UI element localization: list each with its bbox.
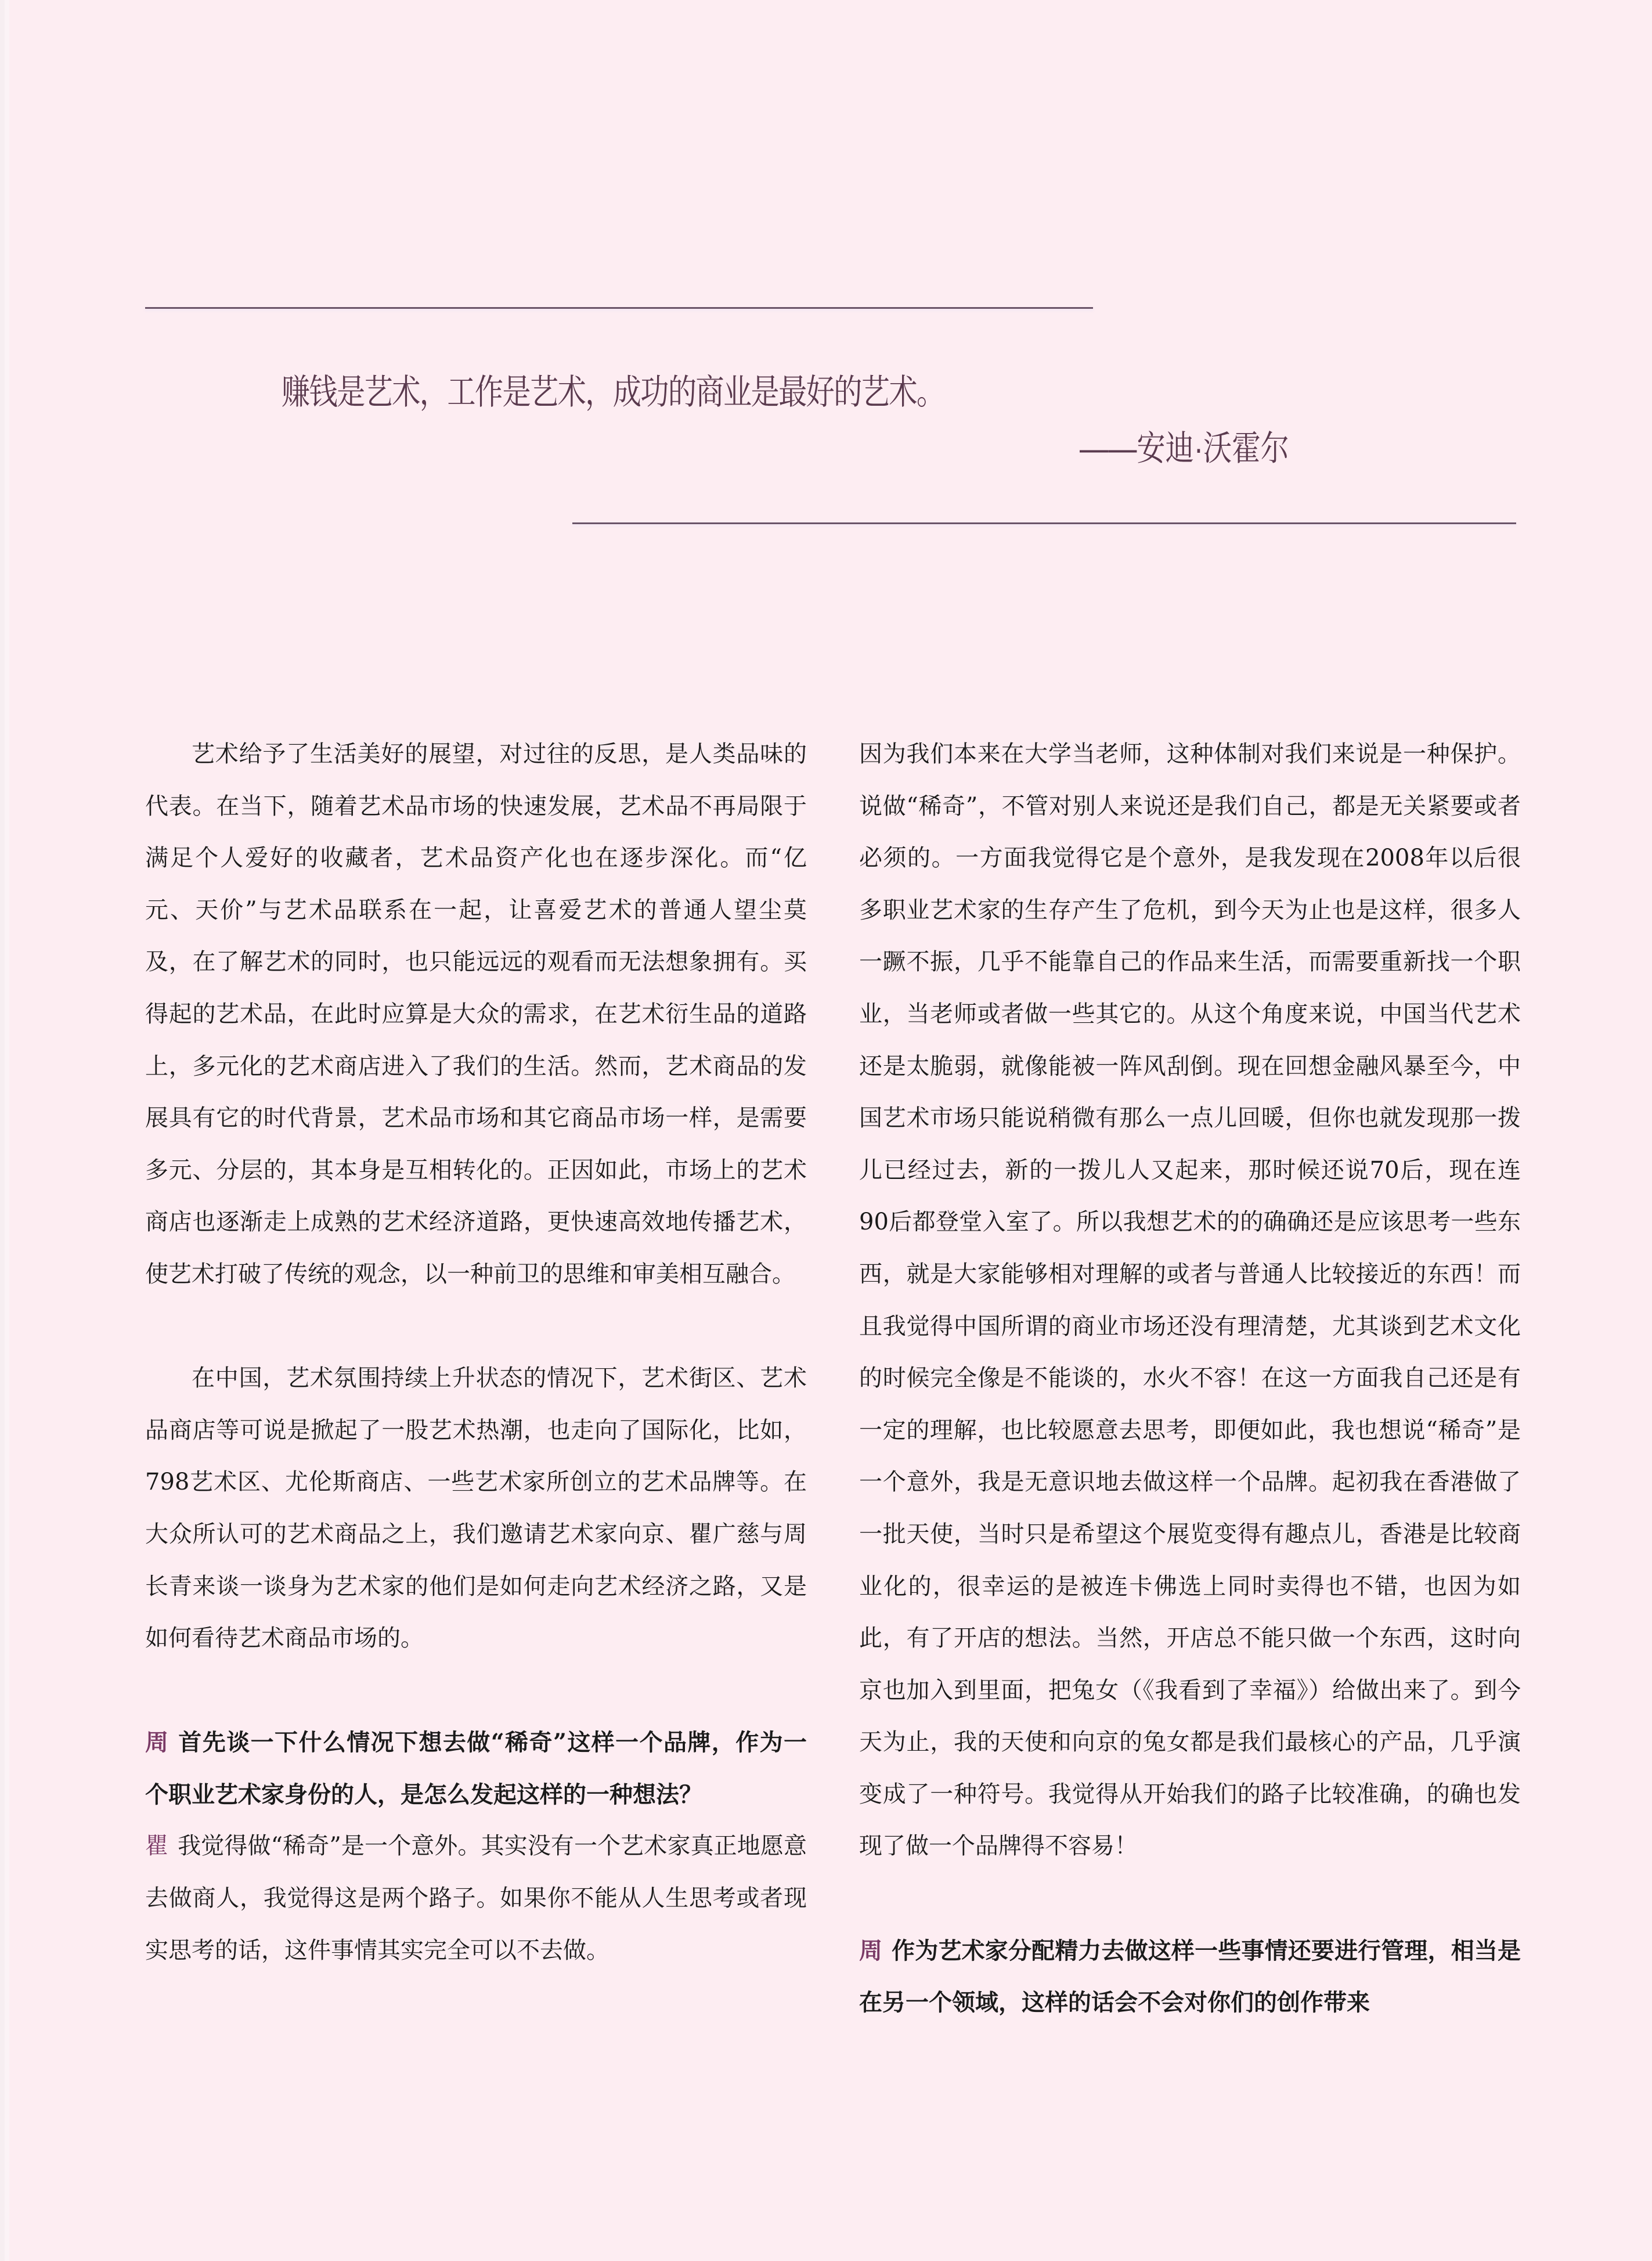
top-divider-rule (145, 307, 1093, 309)
page-edge (0, 0, 9, 2261)
question-text: 作为艺术家分配精力去做这样一些事情还要进行管理，相当是在另一个领域，这样的话会不会对你们的创作带来 (859, 1937, 1521, 2017)
paragraph-spacer (145, 1665, 807, 1717)
paragraph-spacer (145, 1301, 807, 1353)
intro-paragraph-2: 在中国，艺术氛围持续上升状态的情况下，艺术街区、艺术品商店等可说是掀起了一股艺术热潮，也走向了国际化，比如，798艺术区、尤伦斯商店、一些艺术家所创立的艺术品牌等。在大众所认可的艺术商品之上，我们邀请艺术家向京、瞿广慈与周长青来谈一谈身为艺术家的他们是如何走向艺术经济之路，又是如何看待艺术商品市场的。 (145, 1365, 807, 1652)
left-column (145, 729, 807, 1977)
interview-answer-1-continued: 因为我们本来在大学当老师，这种体制对我们来说是一种保护。说做“稀奇”，不管对别人来说还是我们自己，都是无关紧要或者必须的。一方面我觉得它是个意外，是我发现在2008年以后很多职业艺术家的生存产生了危机，到今天为止也是这样，很多人一蹶不振，几乎不能靠自己的作品来生活，而需要重新找一个职业，当老师或者做一些其它的。从这个角度来说，中国当代艺术还是太脆弱，就像能被一阵风刮倒。现在回想金融风暴至今，中国艺术市场只能说稍微有那么一点儿回暖，但你也就发现那一拨儿已经过去，新的一拨儿人又起来，那时候还说70后，现在连90后都登堂入室了。所以我想艺术的的确确还是应该思考一些东西，就是大家能够相对理解的或者与普通人比较接近的东西！而且我觉得中国所谓的商业市场还没有理清楚，尤其谈到艺术文化的时候完全像是不能谈的，水火不容！在这一方面我自己还是有一定的理解，也比较愿意去思考，即便如此，我也想说“稀奇”是一个意外，我是无意识地去做这样一个品牌。起初我在香港做了一批天使，当时只是希望这个展览变得有趣点儿，香港是比较商业化的，很幸运的是被连卡佛选上同时卖得也不错，也因为如此，有了开店的想法。当然，开店总不能只做一个东西，这时向京也加入到里面，把兔女（《我看到了幸福》）给做出来了。到今天为止，我的天使和向京的兔女都是我们最核心的产品，几乎演变成了一种符号。我觉得从开始我们的路子比较准确，的确也发现了做一个品牌得不容易！ (859, 741, 1521, 1860)
speaker-label-zhou: 周 (145, 1729, 169, 1757)
intro-paragraph-1: 艺术给予了生活美好的展望，对过往的反思，是人类品味的代表。在当下，随着艺术品市场的快速发展，艺术品不再局限于满足个人爱好的收藏者，艺术品资产化也在逐步深化。而“亿元、天价”与艺术品联系在一起，让喜爱艺术的普通人望尘莫及，在了解艺术的同时，也只能远远的观看而无法想象拥有。买得起的艺术品，在此时应算是大众的需求，在艺术衍生品的道路上，多元化的艺术商店进入了我们的生活。然而，艺术商品的发展具有它的时代背景，艺术品市场和其它商品市场一样，是需要多元、分层的，其本身是互相转化的。正因如此，市场上的艺术商店也逐渐走上成熟的艺术经济道路，更快速高效地传播艺术，使艺术打破了传统的观念，以一种前卫的思维和审美相互融合。 (145, 741, 807, 1288)
interview-answer-1 (145, 1820, 807, 1977)
question-text: 首先谈一下什么情况下想去做“稀奇”这样一个品牌，作为一个职业艺术家身份的人，是怎么发起这样的一种想法？ (145, 1729, 807, 1808)
right-column (859, 729, 1521, 2029)
interview-question-2 (859, 1925, 1521, 2029)
epigraph-attribution: ——安迪·沃霍尔 (1080, 429, 1289, 468)
answer-text: 我觉得做“稀奇”是一个意外。其实没有一个艺术家真正地愿意去做商人，我觉得这是两个路子。如果你不能从人生思考或者现实思考的话，这件事情其实完全可以不去做。 (145, 1833, 807, 1964)
interview-question-1 (145, 1717, 807, 1820)
paragraph-spacer (859, 1873, 1521, 1925)
speaker-label-qu: 瞿 (145, 1833, 169, 1860)
speaker-label-zhou: 周 (859, 1937, 883, 1964)
bottom-divider-rule (572, 522, 1516, 524)
epigraph-quote: 赚钱是艺术，工作是艺术，成功的商业是最好的艺术。 (282, 373, 944, 412)
